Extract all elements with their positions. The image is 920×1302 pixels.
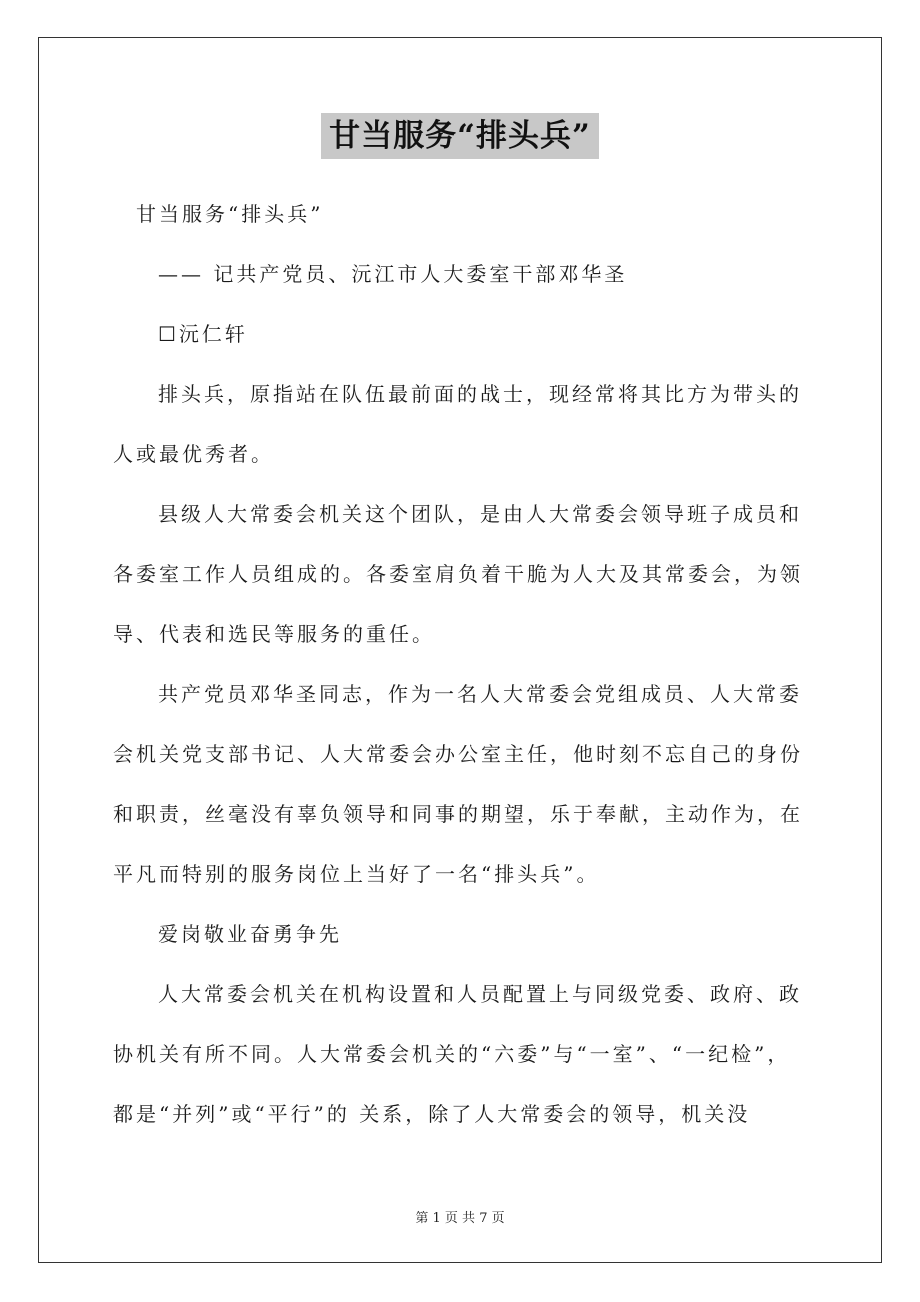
- paragraph-line: 都是“并列”或“平行”的 关系，除了人大常委会的领导，机关没: [113, 1102, 751, 1126]
- title-container: [0, 113, 920, 159]
- byline-subject: —— 记共产党员、沅江市人大委室干部邓华圣: [158, 262, 628, 286]
- subtitle-line: 甘当服务“排头兵”: [136, 202, 324, 226]
- paragraph-line: 排头兵，原指站在队伍最前面的战士，现经常将其比方为带头的: [158, 382, 802, 406]
- paragraph-line: 和职责，丝毫没有辜负领导和同事的期望，乐于奉献，主动作为，在: [113, 802, 803, 826]
- byline-author: ☐沅仁轩: [158, 322, 248, 346]
- paragraph-line: 导、代表和选民等服务的重任。: [113, 622, 435, 646]
- paragraph-line: 平凡而特别的服务岗位上当好了一名“排头兵”。: [113, 862, 600, 886]
- document-title: 甘当服务“排头兵”: [321, 113, 599, 159]
- paragraph-line: 协机关有所不同。人大常委会机关的“六委”与“一室”、“一纪检”，: [113, 1042, 791, 1066]
- page-footer: 第 1 页 共 7 页: [415, 1211, 505, 1226]
- paragraph-line: 人或最优秀者。: [113, 442, 274, 466]
- paragraph-line: 人大常委会机关在机构设置和人员配置上与同级党委、政府、政: [158, 982, 802, 1006]
- paragraph-line: 各委室工作人员组成的。各委室肩负着干脆为人大及其常委会，为领: [113, 562, 803, 586]
- paragraph-line: 县级人大常委会机关这个团队，是由人大常委会领导班子成员和: [158, 502, 802, 526]
- paragraph-line: 会机关党支部书记、人大常委会办公室主任，他时刻不忘自己的身份: [113, 742, 803, 766]
- paragraph-line: 共产党员邓华圣同志，作为一名人大常委会党组成员、人大常委: [158, 682, 802, 706]
- section-heading: 爱岗敬业奋勇争先: [158, 922, 342, 946]
